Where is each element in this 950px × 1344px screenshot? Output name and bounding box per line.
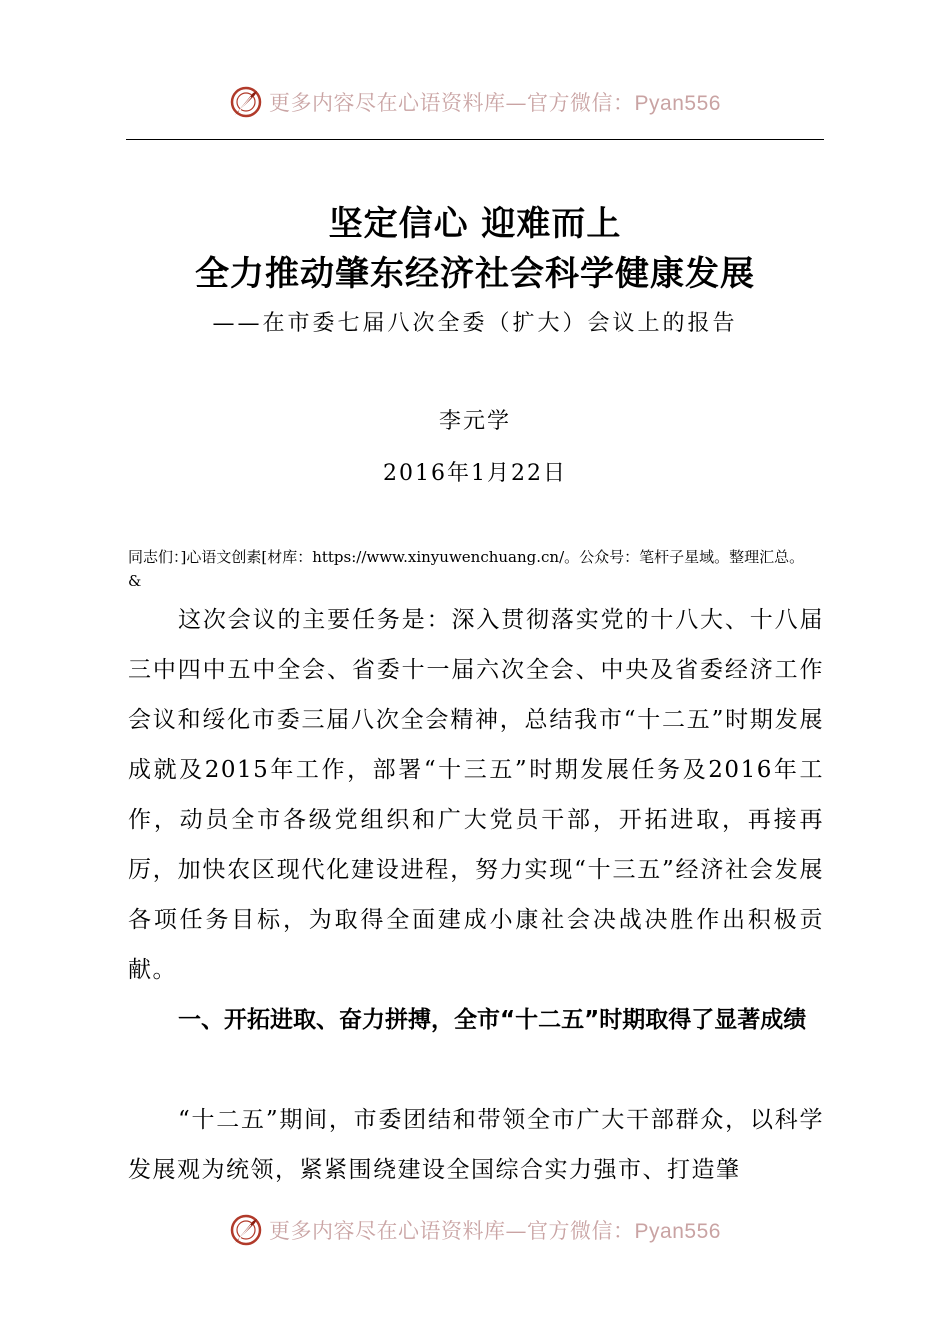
quill-logo-icon bbox=[229, 85, 263, 119]
banner-wechat: Pyan556 bbox=[634, 1220, 721, 1243]
quill-logo-icon bbox=[229, 1213, 263, 1247]
document-title-line2: 全力推动肇东经济社会科学健康发展 bbox=[195, 254, 755, 294]
body-paragraph-2: “十二五”期间，市委团结和带领全市广大干部群众，以科学发展观为统领，紧紧围绕建设全国综合实力强市、打造肇 bbox=[128, 1107, 824, 1183]
document-title-line1: 坚定信心 迎难而上 bbox=[328, 204, 622, 244]
header-rule bbox=[126, 139, 824, 140]
footer-banner bbox=[0, 1208, 950, 1252]
report-date: 2016年1月22日 bbox=[383, 461, 567, 486]
body-paragraph-1: 这次会议的主要任务是：深入贯彻落实党的十八大、十八届三中四中五中全会、省委十一届六次全会、中央及省委经济工作会议和绥化市委三届八次全会精神，总结我市“十二五”时期发展成就及2015年工作，部署“十三五”时期发展任务及2016年工作，动员全市各级党组织和广大党员干部，开拓进取，再接再厉，加快农区现代化建设进程，努力实现“十三五”经济社会发展各项任务目标，为取得全面建成小康社会决战决胜作出积极贡献。 bbox=[128, 607, 824, 983]
banner-wechat: Pyan556 bbox=[634, 92, 721, 115]
document-subtitle: ——在市委七届八次全委（扩大）会议上的报告 bbox=[212, 311, 738, 336]
banner-label: 更多内容尽在心语资料库—官方微信：Pyan556 bbox=[269, 91, 721, 115]
source-note-line2: & bbox=[128, 572, 142, 590]
author-name: 李元学 bbox=[438, 409, 511, 434]
header-banner bbox=[0, 80, 950, 124]
banner-label: 更多内容尽在心语资料库—官方微信：Pyan556 bbox=[269, 1219, 721, 1243]
source-note-line1: 同志们：]心语文创素[材库：https://www.xinyuwenchuang.cn/。公众号：笔杆子星域。整理汇总。 bbox=[128, 548, 805, 566]
source-note bbox=[128, 545, 840, 593]
section-heading-1: 一、开拓进取、奋力拼搏，全市“十二五”时期取得了显著成绩 bbox=[178, 1007, 807, 1033]
